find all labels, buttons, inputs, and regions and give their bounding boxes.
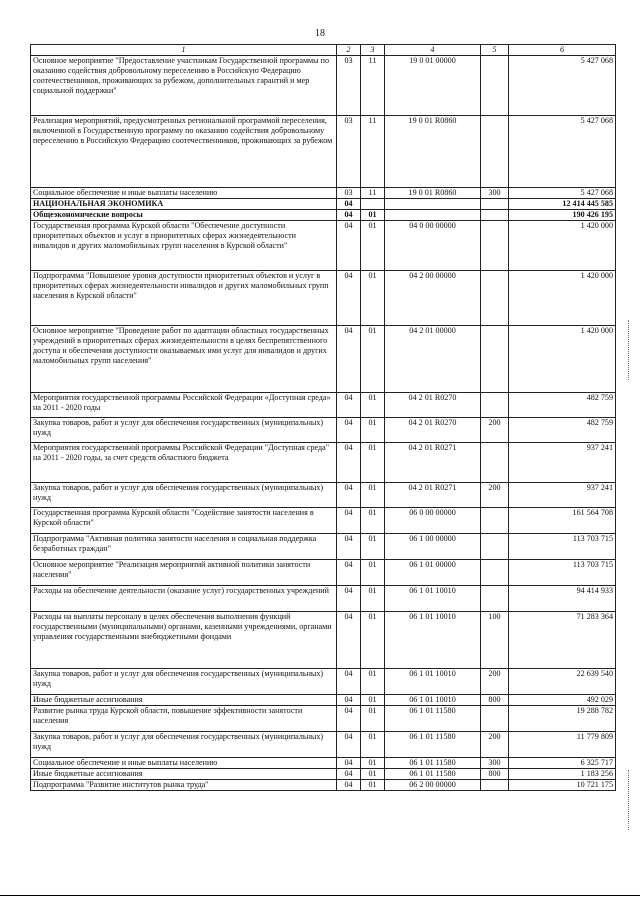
cell-amount: 22 639 540 bbox=[509, 669, 616, 695]
scan-edge-mark bbox=[628, 770, 632, 830]
cell-expense-type bbox=[481, 326, 509, 393]
cell-expense-type bbox=[481, 780, 509, 791]
cell-subsection: 01 bbox=[361, 418, 385, 443]
cell-name: Государственная программа Курской области "Обеспечение доступности приоритетных объектов и услуг в приоритетных сферах жизнедеятельности инвалидов и других маломобильных групп населения в Курской области" bbox=[31, 221, 337, 271]
table-row bbox=[31, 758, 616, 769]
cell-expense-type bbox=[481, 116, 509, 188]
cell-subsection: 01 bbox=[361, 221, 385, 271]
cell-expense-type bbox=[481, 56, 509, 116]
cell-name: Закупка товаров, работ и услуг для обеспечения государственных (муниципальных) нужд bbox=[31, 483, 337, 508]
cell-section: 04 bbox=[337, 443, 361, 483]
cell-expense-type: 800 bbox=[481, 769, 509, 780]
table-row bbox=[31, 116, 616, 188]
cell-amount: 94 414 933 bbox=[509, 586, 616, 612]
cell-amount: 5 427 068 bbox=[509, 116, 616, 188]
cell-expense-type: 200 bbox=[481, 418, 509, 443]
table-row bbox=[31, 199, 616, 210]
cell-target-article: 06 1 00 00000 bbox=[385, 534, 481, 560]
cell-section: 04 bbox=[337, 695, 361, 706]
cell-amount: 937 241 bbox=[509, 483, 616, 508]
cell-name: Основное мероприятие "Проведение работ по адаптации областных государственных учреждений в приоритетных сферах жизнедеятельности в целях беспрепятственного доступа и обеспечения доступности оказываемых ими услуг для инвалидов и других маломобильных групп населения" bbox=[31, 326, 337, 393]
budget-table bbox=[30, 44, 616, 791]
cell-subsection: 01 bbox=[361, 780, 385, 791]
cell-amount: 12 414 445 585 bbox=[509, 199, 616, 210]
cell-expense-type: 100 bbox=[481, 612, 509, 669]
table-row bbox=[31, 695, 616, 706]
cell-subsection: 01 bbox=[361, 508, 385, 534]
cell-section: 04 bbox=[337, 586, 361, 612]
cell-target-article: 06 1 01 10010 bbox=[385, 695, 481, 706]
cell-subsection: 01 bbox=[361, 483, 385, 508]
cell-subsection: 01 bbox=[361, 769, 385, 780]
cell-section: 04 bbox=[337, 326, 361, 393]
cell-section: 04 bbox=[337, 199, 361, 210]
cell-section: 04 bbox=[337, 769, 361, 780]
cell-section: 04 bbox=[337, 393, 361, 418]
cell-expense-type bbox=[481, 560, 509, 586]
cell-name: Государственная программа Курской области "Содействие занятости населения в Курской области" bbox=[31, 508, 337, 534]
cell-amount: 6 325 717 bbox=[509, 758, 616, 769]
cell-target-article: 06 2 00 00000 bbox=[385, 780, 481, 791]
table-row bbox=[31, 706, 616, 732]
cell-name: Подпрограмма "Повышение уровня доступности приоритетных объектов и услуг в приоритетных сферах жизнедеятельности инвалидов и других маломобильных групп населения в Курской области" bbox=[31, 271, 337, 326]
cell-subsection: 01 bbox=[361, 706, 385, 732]
cell-amount: 1 420 000 bbox=[509, 271, 616, 326]
cell-subsection: 01 bbox=[361, 586, 385, 612]
cell-expense-type bbox=[481, 271, 509, 326]
cell-target-article: 19 0 01 R0860 bbox=[385, 188, 481, 199]
cell-section: 04 bbox=[337, 612, 361, 669]
cell-subsection: 01 bbox=[361, 393, 385, 418]
cell-expense-type: 200 bbox=[481, 669, 509, 695]
cell-name: Основное мероприятие "Реализация мероприятий активной политики занятости населения" bbox=[31, 560, 337, 586]
cell-section: 03 bbox=[337, 56, 361, 116]
cell-name: Иные бюджетные ассигнования bbox=[31, 769, 337, 780]
cell-target-article: 06 1 01 11580 bbox=[385, 732, 481, 758]
cell-name: Основное мероприятие "Предоставление участникам Государственной программы по оказанию содействия добровольному переселению в Российскую Федерацию соотечественников, проживающих за рубежом, дополнительных гарантий и мер социальной поддержки" bbox=[31, 56, 337, 116]
cell-name: Социальное обеспечение и иные выплаты населению bbox=[31, 188, 337, 199]
cell-name: Закупка товаров, работ и услуг для обеспечения государственных (муниципальных) нужд bbox=[31, 669, 337, 695]
cell-expense-type: 200 bbox=[481, 732, 509, 758]
cell-section: 04 bbox=[337, 732, 361, 758]
cell-name: Закупка товаров, работ и услуг для обеспечения государственных (муниципальных) нужд bbox=[31, 418, 337, 443]
cell-amount: 482 759 bbox=[509, 418, 616, 443]
cell-target-article: 04 0 00 00000 bbox=[385, 221, 481, 271]
cell-expense-type bbox=[481, 210, 509, 221]
cell-target-article: 04 2 00 00000 bbox=[385, 271, 481, 326]
table-row bbox=[31, 188, 616, 199]
cell-section: 04 bbox=[337, 534, 361, 560]
cell-section: 04 bbox=[337, 669, 361, 695]
cell-name: Расходы на выплаты персоналу в целях обеспечения выполнения функций государственными (муниципальными) органами, казенными учреждениями, органами управления государственными внебюджетными фондами bbox=[31, 612, 337, 669]
cell-subsection: 11 bbox=[361, 188, 385, 199]
cell-target-article bbox=[385, 199, 481, 210]
column-header-name: 1 bbox=[31, 45, 337, 56]
cell-target-article: 06 1 01 11580 bbox=[385, 769, 481, 780]
cell-section: 04 bbox=[337, 758, 361, 769]
cell-target-article: 19 0 01 R0860 bbox=[385, 116, 481, 188]
table-row bbox=[31, 221, 616, 271]
cell-target-article: 06 1 01 10010 bbox=[385, 669, 481, 695]
cell-target-article: 06 0 00 00000 bbox=[385, 508, 481, 534]
cell-amount: 492 029 bbox=[509, 695, 616, 706]
cell-amount: 11 779 809 bbox=[509, 732, 616, 758]
cell-target-article: 04 2 01 00000 bbox=[385, 326, 481, 393]
cell-amount: 10 721 175 bbox=[509, 780, 616, 791]
cell-expense-type: 300 bbox=[481, 758, 509, 769]
cell-target-article: 04 2 01 R0270 bbox=[385, 418, 481, 443]
cell-subsection bbox=[361, 199, 385, 210]
column-header-section: 2 bbox=[337, 45, 361, 56]
table-row bbox=[31, 326, 616, 393]
cell-subsection: 01 bbox=[361, 758, 385, 769]
table-row bbox=[31, 508, 616, 534]
cell-amount: 113 703 715 bbox=[509, 560, 616, 586]
cell-name: Реализация мероприятий, предусмотренных региональной программой переселения, включенной в Государственную программу по оказанию содействия добровольному переселению в Российскую Федерацию соотечественников, проживающих за рубежом bbox=[31, 116, 337, 188]
cell-expense-type bbox=[481, 586, 509, 612]
cell-name: НАЦИОНАЛЬНАЯ ЭКОНОМИКА bbox=[31, 199, 337, 210]
cell-section: 04 bbox=[337, 560, 361, 586]
cell-expense-type bbox=[481, 221, 509, 271]
table-row bbox=[31, 669, 616, 695]
table-row bbox=[31, 769, 616, 780]
scan-edge-mark bbox=[628, 320, 632, 380]
cell-amount: 1 183 256 bbox=[509, 769, 616, 780]
cell-expense-type bbox=[481, 534, 509, 560]
table-body bbox=[31, 56, 616, 791]
table-row bbox=[31, 534, 616, 560]
cell-subsection: 01 bbox=[361, 695, 385, 706]
table-row bbox=[31, 780, 616, 791]
cell-target-article: 04 2 01 R0270 bbox=[385, 393, 481, 418]
cell-target-article: 04 2 01 R0271 bbox=[385, 443, 481, 483]
cell-target-article: 06 1 01 00000 bbox=[385, 560, 481, 586]
cell-amount: 19 288 782 bbox=[509, 706, 616, 732]
cell-amount: 71 283 364 bbox=[509, 612, 616, 669]
table-row bbox=[31, 393, 616, 418]
cell-expense-type: 800 bbox=[481, 695, 509, 706]
page-bottom-rule bbox=[0, 895, 640, 896]
cell-name: Развитие рынка труда Курской области, повышение эффективности занятости населения bbox=[31, 706, 337, 732]
cell-target-article: 19 0 01 00000 bbox=[385, 56, 481, 116]
cell-subsection: 01 bbox=[361, 210, 385, 221]
cell-subsection: 01 bbox=[361, 732, 385, 758]
cell-amount: 113 703 715 bbox=[509, 534, 616, 560]
table-row bbox=[31, 560, 616, 586]
column-header-subsection: 3 bbox=[361, 45, 385, 56]
cell-subsection: 01 bbox=[361, 534, 385, 560]
cell-expense-type bbox=[481, 443, 509, 483]
cell-subsection: 01 bbox=[361, 560, 385, 586]
cell-target-article: 06 1 01 10010 bbox=[385, 586, 481, 612]
cell-section: 04 bbox=[337, 418, 361, 443]
cell-subsection: 01 bbox=[361, 271, 385, 326]
table-row bbox=[31, 56, 616, 116]
cell-section: 04 bbox=[337, 780, 361, 791]
cell-name: Иные бюджетные ассигнования bbox=[31, 695, 337, 706]
column-header-target-article: 4 bbox=[385, 45, 481, 56]
cell-amount: 1 420 000 bbox=[509, 326, 616, 393]
table-row bbox=[31, 271, 616, 326]
cell-target-article: 06 1 01 11580 bbox=[385, 758, 481, 769]
cell-expense-type: 300 bbox=[481, 188, 509, 199]
page-number: 18 bbox=[315, 28, 325, 39]
cell-target-article: 06 1 01 10010 bbox=[385, 612, 481, 669]
cell-target-article: 06 1 01 11580 bbox=[385, 706, 481, 732]
cell-amount: 161 564 708 bbox=[509, 508, 616, 534]
cell-name: Подпрограмма "Развитие институтов рынка труда" bbox=[31, 780, 337, 791]
table-row bbox=[31, 210, 616, 221]
cell-section: 04 bbox=[337, 706, 361, 732]
cell-amount: 482 759 bbox=[509, 393, 616, 418]
cell-amount: 5 427 068 bbox=[509, 56, 616, 116]
cell-subsection: 01 bbox=[361, 443, 385, 483]
cell-section: 03 bbox=[337, 116, 361, 188]
cell-name: Подпрограмма "Активная политика занятости населения и социальная поддержка безработных граждан" bbox=[31, 534, 337, 560]
cell-subsection: 01 bbox=[361, 612, 385, 669]
cell-section: 04 bbox=[337, 508, 361, 534]
cell-amount: 937 241 bbox=[509, 443, 616, 483]
cell-subsection: 01 bbox=[361, 326, 385, 393]
header-row bbox=[31, 45, 616, 56]
table-row bbox=[31, 586, 616, 612]
cell-subsection: 11 bbox=[361, 56, 385, 116]
table-row bbox=[31, 483, 616, 508]
cell-target-article: 04 2 01 R0271 bbox=[385, 483, 481, 508]
cell-expense-type bbox=[481, 393, 509, 418]
cell-name: Общеэкономические вопросы bbox=[31, 210, 337, 221]
cell-section: 04 bbox=[337, 271, 361, 326]
cell-amount: 5 427 068 bbox=[509, 188, 616, 199]
cell-expense-type bbox=[481, 508, 509, 534]
cell-amount: 190 426 195 bbox=[509, 210, 616, 221]
cell-section: 04 bbox=[337, 221, 361, 271]
cell-name: Мероприятия государственной программы Российской Федерации "Доступная среда" на 2011 - 2020 годы, за счет средств областного бюджета bbox=[31, 443, 337, 483]
cell-subsection: 01 bbox=[361, 669, 385, 695]
column-header-expense-type: 5 bbox=[481, 45, 509, 56]
cell-subsection: 11 bbox=[361, 116, 385, 188]
cell-name: Социальное обеспечение и иные выплаты населению bbox=[31, 758, 337, 769]
column-header-amount: 6 bbox=[509, 45, 616, 56]
cell-section: 04 bbox=[337, 210, 361, 221]
cell-name: Закупка товаров, работ и услуг для обеспечения государственных (муниципальных) нужд bbox=[31, 732, 337, 758]
table-row bbox=[31, 612, 616, 669]
cell-section: 03 bbox=[337, 188, 361, 199]
cell-target-article bbox=[385, 210, 481, 221]
table-row bbox=[31, 732, 616, 758]
cell-expense-type bbox=[481, 706, 509, 732]
cell-amount: 1 420 000 bbox=[509, 221, 616, 271]
cell-section: 04 bbox=[337, 483, 361, 508]
table-row bbox=[31, 418, 616, 443]
table-row bbox=[31, 443, 616, 483]
cell-name: Расходы на обеспечение деятельности (оказание услуг) государственных учреждений bbox=[31, 586, 337, 612]
cell-expense-type bbox=[481, 199, 509, 210]
cell-name: Мероприятия государственной программы Российской Федерации «Доступная среда» на 2011 - 2020 годы bbox=[31, 393, 337, 418]
cell-expense-type: 200 bbox=[481, 483, 509, 508]
